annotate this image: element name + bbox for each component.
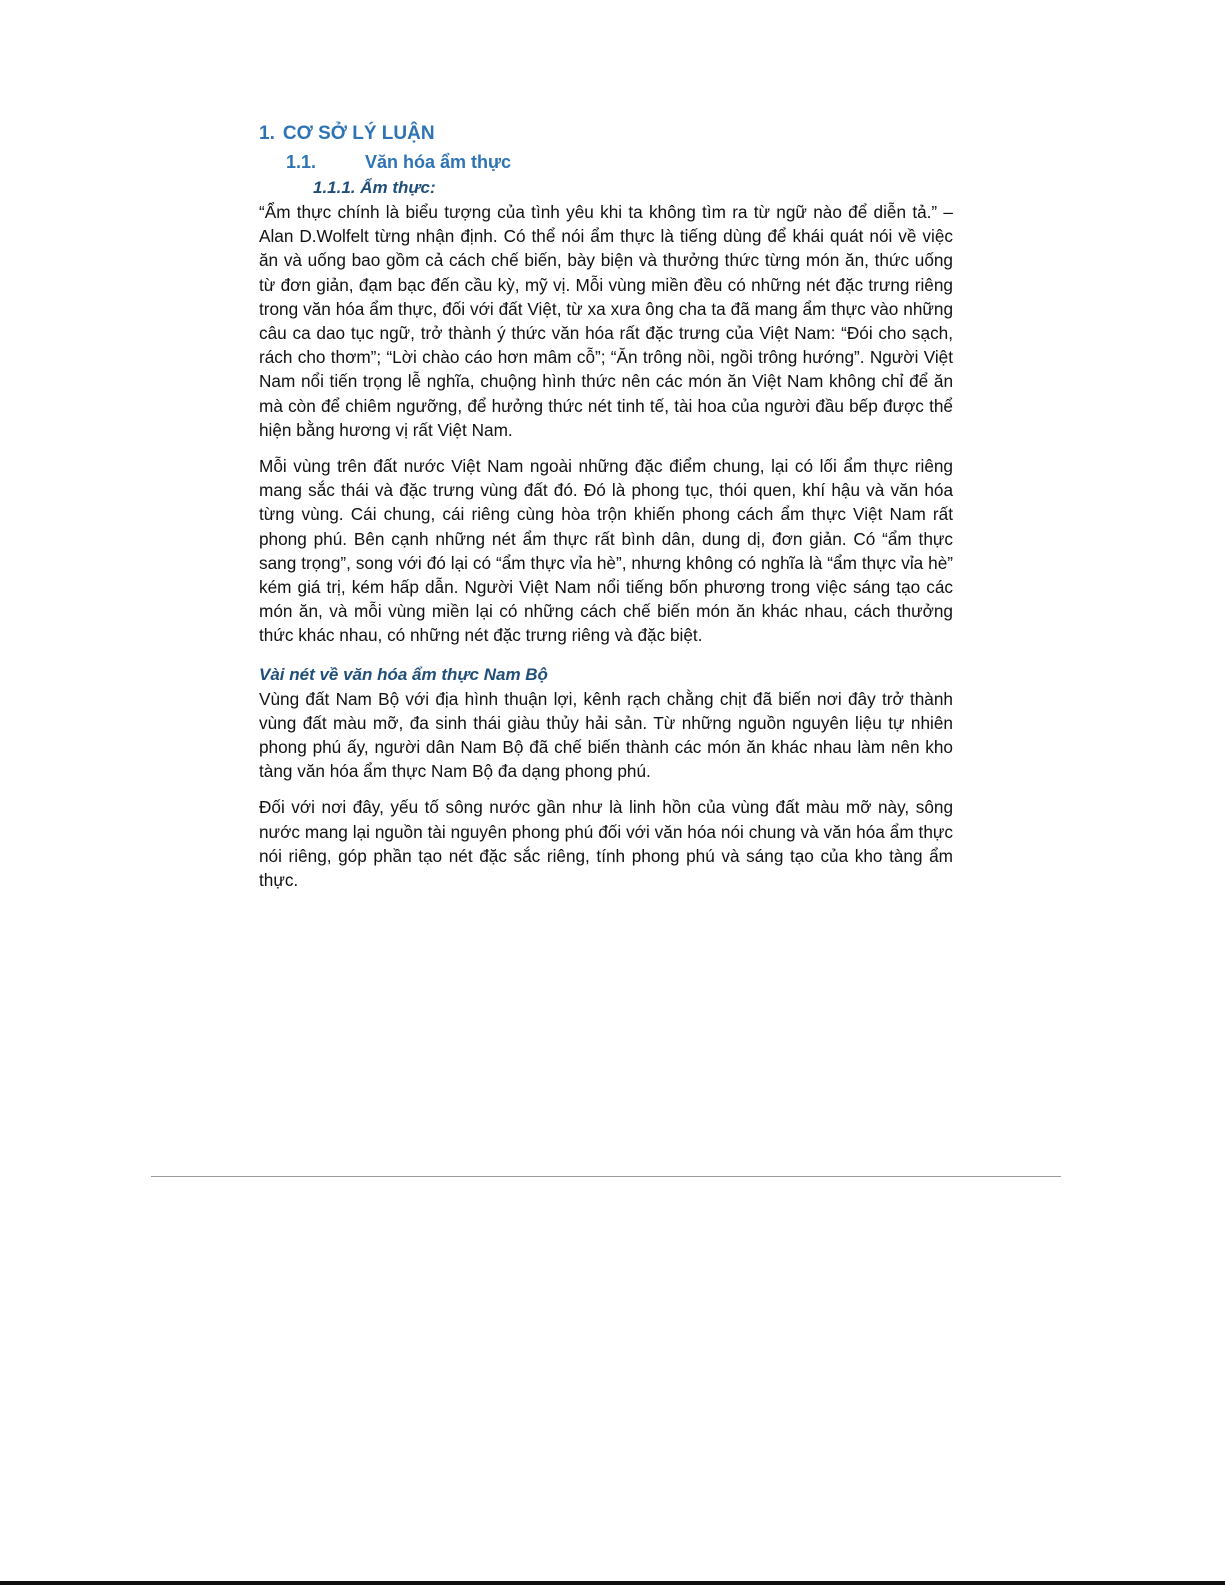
document-body [259,120,953,892]
paragraph-4: Đối với nơi đây, yếu tố sông nước gần như là linh hồn của vùng đất màu mỡ này, sông nước mang lại nguồn tài nguyên phong phú đối với văn hóa nói chung và văn hóa ẩm thực nói riêng, góp phần tạo nét đặc sắc riêng, tính phong phú và sáng tạo của kho tàng ẩm thực. [259,797,953,891]
paragraph-1: “Ẩm thực chính là biểu tượng của tình yêu khi ta không tìm ra từ ngữ nào để diễn tả.” – Alan D.Wolfelt từng nhận định. Có thể nói ẩm thực là tiếng dùng để khái quát nói về việc ăn và uống bao gồm cả cách chế biến, bày biện và thưởng thức từng món ăn, thức uống từ đơn giản, đạm bạc đến cầu kỳ, mỹ vị. Mỗi vùng miền đều có những nét đặc trưng riêng trong văn hóa ẩm thực, đối với đất Việt, từ xa xưa ông cha ta đã mang ẩm thực vào những câu ca dao tục ngữ, trở thành ý thức văn hóa rất đặc trưng của Việt Nam: “Đói cho sạch, rách cho thơm”; “Lời chào cáo hơn mâm cỗ”; “Ăn trông nồi, ngồi trông hướng”. Người Việt Nam nổi tiến trọng lễ nghĩa, chuộng hình thức nên các món ăn Việt Nam không chỉ để ăn mà còn để chiêm ngưỡng, để hưởng thức nét tinh tế, tài hoa của người đầu bếp được thể hiện bằng hương vị rất Việt Nam. [259,202,953,440]
heading-2-number: 1.1. [286,152,317,172]
heading-1 [259,120,953,148]
footer-divider [151,1176,1061,1177]
paragraph-3: Vùng đất Nam Bộ với địa hình thuận lợi, kênh rạch chằng chịt đã biến nơi đây trở thành vùng đất màu mỡ, đa sinh thái giàu thủy hải sản. Từ những nguồn nguyên liệu tự nhiên phong phú ấy, người dân Nam Bộ đã chế biến thành các món ăn khác nhau làm nên kho tàng văn hóa ẩm thực Nam Bộ đa dạng phong phú. [259,688,953,782]
heading-2-text: Văn hóa ẩm thực [365,152,512,172]
heading-2 [286,148,953,176]
heading-3: 1.1.1. Ẩm thực: [313,178,436,197]
subheading-nam-bo: Vài nét về văn hóa ẩm thực Nam Bộ [259,664,548,684]
paragraph-2: Mỗi vùng trên đất nước Việt Nam ngoài những đặc điểm chung, lại có lối ẩm thực riêng mang sắc thái và đặc trưng vùng đất đó. Đó là phong tục, thói quen, khí hậu và văn hóa từng vùng. Cái chung, cái riêng cùng hòa trộn khiến phong cách ẩm thực Việt Nam rất phong phú. Bên cạnh những nét ẩm thực rất bình dân, dung dị, đơn giản. Có “ẩm thực sang trọng”, song với đó lại có “ẩm thực vỉa hè”, nhưng không có nghĩa là “ẩm thực vỉa hè” kém giá trị, kém hấp dẫn. Người Việt Nam nổi tiếng bốn phương trong việc sáng tạo các món ăn, và mỗi vùng miền lại có những cách chế biến món ăn khác nhau, cách thưởng thức khác nhau, có những nét đặc trưng riêng và đặc biệt. [259,456,953,646]
heading-1-number: 1. [259,123,275,144]
heading-1-text: CƠ SỞ LÝ LUẬN [282,123,435,144]
page-bottom-edge [0,1581,1225,1585]
